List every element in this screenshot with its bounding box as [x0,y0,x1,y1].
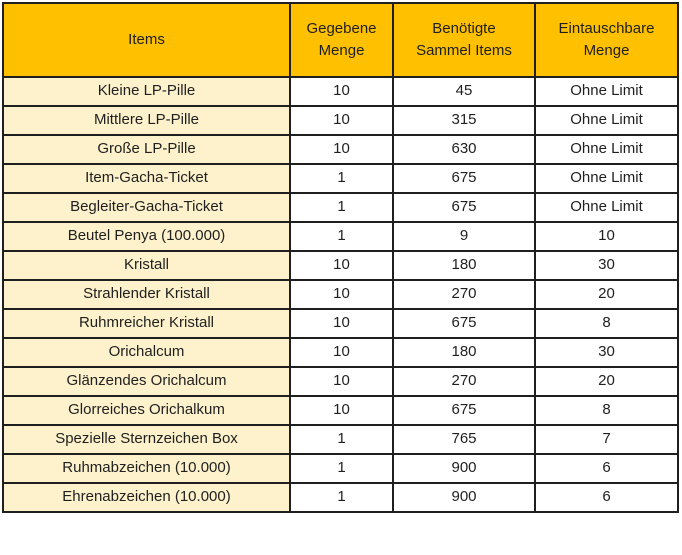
item-name-cell: Kristall [3,251,290,280]
table-row [3,367,678,396]
item-name-cell: Spezielle Sternzeichen Box [3,425,290,454]
given-quantity-cell: 1 [290,454,393,483]
header-row [3,3,678,77]
item-name-cell: Ruhmabzeichen (10.000) [3,454,290,483]
given-quantity-cell: 10 [290,106,393,135]
table-row [3,280,678,309]
table-row [3,454,678,483]
needed-collect-items-cell: 675 [393,164,535,193]
item-name-cell: Glorreiches Orichalkum [3,396,290,425]
table-row [3,425,678,454]
item-name-cell: Ruhmreicher Kristall [3,309,290,338]
exchangeable-quantity-cell: 8 [535,309,678,338]
needed-collect-items-cell: 180 [393,251,535,280]
item-name-cell: Begleiter-Gacha-Ticket [3,193,290,222]
exchangeable-quantity-cell: Ohne Limit [535,77,678,106]
table-row [3,77,678,106]
given-quantity-cell: 10 [290,367,393,396]
item-name-cell: Strahlender Kristall [3,280,290,309]
needed-collect-items-cell: 45 [393,77,535,106]
needed-collect-items-cell: 900 [393,454,535,483]
table-row [3,106,678,135]
item-name-cell: Ehrenabzeichen (10.000) [3,483,290,512]
col-header-exchangeable-quantity: Eintauschbare Menge [535,3,678,77]
needed-collect-items-cell: 315 [393,106,535,135]
table-row [3,483,678,512]
table-row [3,251,678,280]
given-quantity-cell: 1 [290,222,393,251]
given-quantity-cell: 1 [290,483,393,512]
exchangeable-quantity-cell: 30 [535,338,678,367]
given-quantity-cell: 10 [290,309,393,338]
needed-collect-items-cell: 180 [393,338,535,367]
needed-collect-items-cell: 675 [393,396,535,425]
table-body [3,77,678,512]
table-row [3,222,678,251]
given-quantity-cell: 10 [290,77,393,106]
needed-collect-items-cell: 270 [393,367,535,396]
needed-collect-items-cell: 765 [393,425,535,454]
table-row [3,309,678,338]
given-quantity-cell: 10 [290,135,393,164]
col-header-needed-collect-items: Benötigte Sammel Items [393,3,535,77]
given-quantity-cell: 10 [290,280,393,309]
exchangeable-quantity-cell: 10 [535,222,678,251]
exchangeable-quantity-cell: Ohne Limit [535,106,678,135]
needed-collect-items-cell: 675 [393,193,535,222]
exchangeable-quantity-cell: 20 [535,367,678,396]
given-quantity-cell: 10 [290,338,393,367]
col-header-items: Items [3,3,290,77]
table-row [3,193,678,222]
exchangeable-quantity-cell: 6 [535,454,678,483]
item-name-cell: Glänzendes Orichalcum [3,367,290,396]
given-quantity-cell: 1 [290,164,393,193]
given-quantity-cell: 1 [290,425,393,454]
needed-collect-items-cell: 9 [393,222,535,251]
given-quantity-cell: 1 [290,193,393,222]
needed-collect-items-cell: 900 [393,483,535,512]
exchangeable-quantity-cell: Ohne Limit [535,135,678,164]
needed-collect-items-cell: 630 [393,135,535,164]
item-name-cell: Kleine LP-Pille [3,77,290,106]
exchangeable-quantity-cell: 7 [535,425,678,454]
exchangeable-quantity-cell: 30 [535,251,678,280]
given-quantity-cell: 10 [290,396,393,425]
exchangeable-quantity-cell: 20 [535,280,678,309]
col-header-given-quantity: Gegebene Menge [290,3,393,77]
item-name-cell: Item-Gacha-Ticket [3,164,290,193]
item-name-cell: Große LP-Pille [3,135,290,164]
given-quantity-cell: 10 [290,251,393,280]
table-row [3,135,678,164]
item-name-cell: Beutel Penya (100.000) [3,222,290,251]
needed-collect-items-cell: 675 [393,309,535,338]
needed-collect-items-cell: 270 [393,280,535,309]
exchangeable-quantity-cell: Ohne Limit [535,193,678,222]
exchangeable-quantity-cell: 8 [535,396,678,425]
table-row [3,164,678,193]
item-name-cell: Orichalcum [3,338,290,367]
exchangeable-quantity-cell: Ohne Limit [535,164,678,193]
table-row [3,338,678,367]
exchangeable-quantity-cell: 6 [535,483,678,512]
item-name-cell: Mittlere LP-Pille [3,106,290,135]
table-row [3,396,678,425]
item-exchange-table [2,2,679,513]
